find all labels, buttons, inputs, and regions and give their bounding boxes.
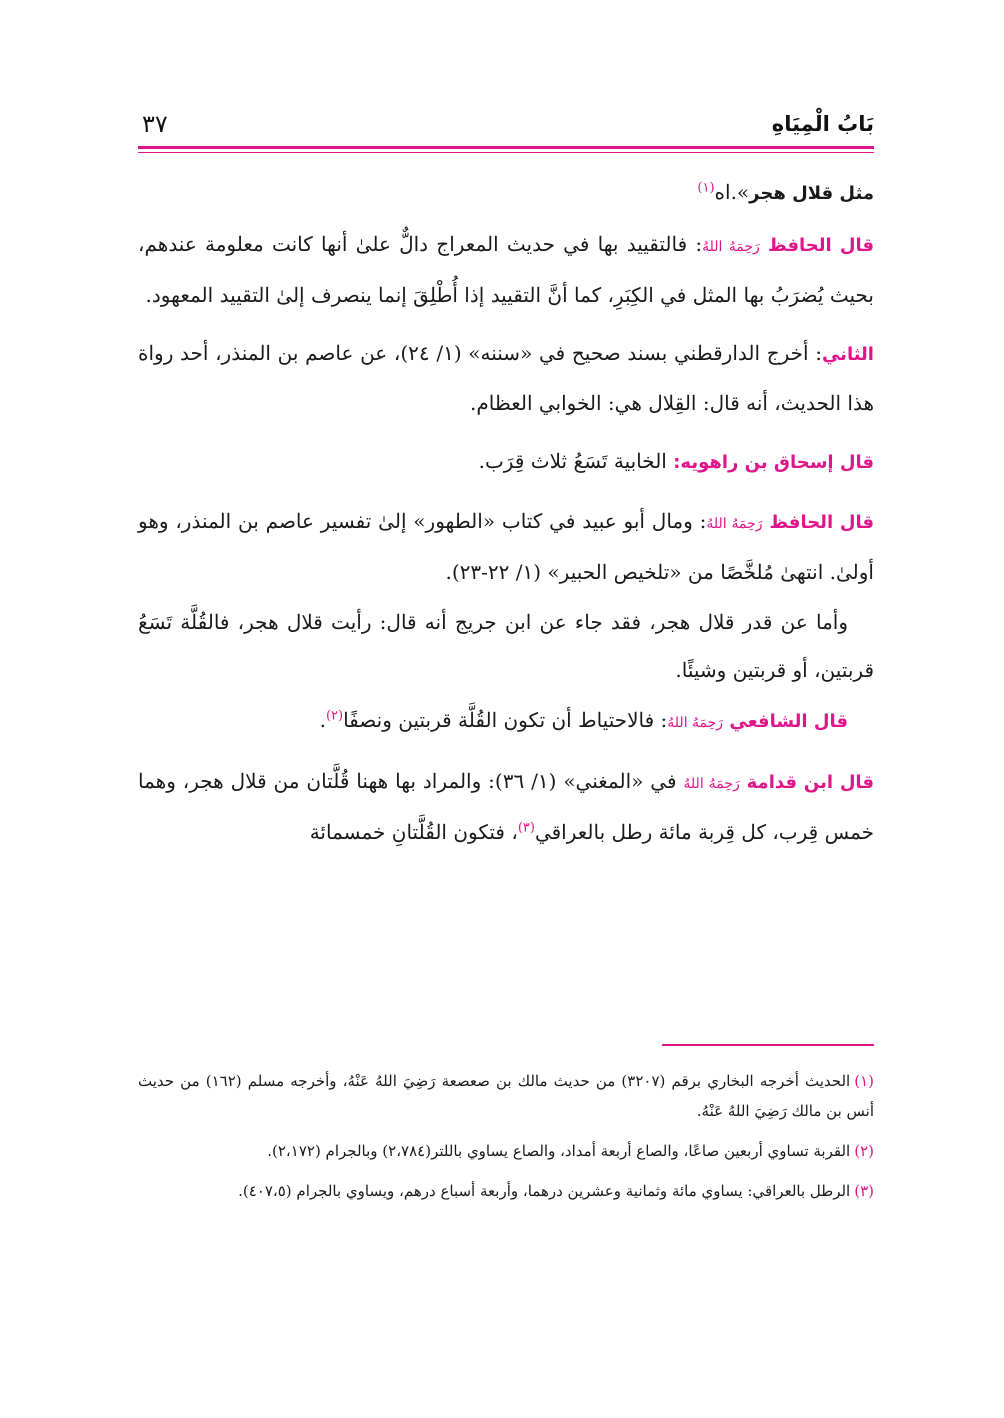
footnote-separator (662, 1044, 874, 1046)
footnote-text: القربة تساوي أربعين صاعًا، والصاع أربعة أمداد، والصاع يساوي باللتر(٢،٧٨٤) وبالجرام (٢،١٧٢). (267, 1142, 851, 1160)
paragraph-6 (138, 598, 874, 694)
paragraph-5 (138, 497, 874, 596)
paragraph-text-continued: ، فتكون القُلَّتانِ خمسمائة (309, 820, 518, 844)
speaker-label: الثاني (821, 344, 874, 365)
paragraph-text: : فالتقييد بها في حديث المعراج دالٌّ علىٰ أنها كانت معلومة عندهم، بحيث يُضرَبُ بها المثل في الكِبَرِ، كما أنَّ التقييد إذا أُطْلِقَ إنما ينصرف إلىٰ التقييد المعهود. (138, 232, 874, 307)
footnote-number: (١) (854, 1072, 874, 1090)
quote-lead: مثل قلال هجر (749, 183, 874, 204)
quote-end: ».اه (714, 180, 750, 204)
page-header (138, 108, 874, 152)
speaker-label: قال الحافظ (767, 235, 874, 256)
footnote-3 (138, 1176, 874, 1206)
paragraph-end: . (319, 708, 326, 732)
honorific-glyph: رَحِمَهُ اللهُ (702, 239, 760, 255)
page-number: ٣٧ (142, 110, 168, 138)
chapter-title: بَابُ الْمِيَاهِ (771, 112, 874, 136)
honorific-glyph: رَحِمَهُ اللهُ (667, 715, 724, 731)
paragraph-text: الخابية تَسَعُ ثلاث قِرَب. (478, 449, 674, 473)
paragraph-1 (138, 168, 874, 218)
footnote-1 (138, 1066, 874, 1126)
footnote-number: (٢) (854, 1142, 874, 1160)
header-rule-thick (138, 146, 874, 149)
paragraph-8 (138, 757, 874, 856)
paragraph-text: : ومال أبو عبيد في كتاب «الطهور» إلىٰ تفسير عاصم بن المنذر، وهو أولىٰ. انتهىٰ مُلخَّصًا من «تلخيص الحبير» (١/ ٢٢-٢٣). (138, 509, 874, 584)
paragraph-4 (138, 437, 874, 487)
paragraph-text: وأما عن قدر قلال هجر، فقد جاء عن ابن جريج أنه قال: رأيت قلال هجر، فالقُلَّة تَسَعُ قربتين، أو قربتين وشيئًا. (138, 610, 874, 682)
paragraph-text: : أخرج الدارقطني بسند صحيح في «سننه» (١/ ٢٤)، عن عاصم بن المنذر، أحد رواة هذا الحديث، أنه قال: القِلال هي: الخوابي العظام. (138, 341, 874, 415)
footnote-ref-2[interactable]: (٢) (325, 708, 344, 724)
paragraph-text: في «المغني» (١/ ٣٦): والمراد بها ههنا قُلَّتان من قلال هجر، وهما خمس قِرب، كل قِربة مائة رطل بالعراقي (138, 769, 874, 844)
speaker-label: قال إسحاق بن راهويه: (673, 452, 874, 473)
paragraph-2 (138, 220, 874, 319)
footnote-number: (٣) (854, 1182, 874, 1200)
speaker-label: قال الشافعي (729, 711, 848, 732)
footnote-ref-1[interactable]: (١) (697, 180, 715, 196)
footnote-2 (138, 1136, 874, 1166)
paragraph-3 (138, 329, 874, 427)
header-rule-thin (138, 152, 874, 153)
footnotes (138, 1066, 874, 1216)
speaker-label: قال الحافظ (769, 512, 874, 533)
paragraph-7 (138, 696, 874, 747)
footnote-text: الرطل بالعراقي: يساوي مائة وثمانية وعشرين درهما، وأربعة أسباع درهم، ويساوي بالجرام (٤٠٧،٥). (238, 1182, 851, 1200)
main-text (138, 168, 874, 866)
honorific-glyph: رَحِمَهُ اللهُ (706, 516, 763, 532)
paragraph-text: : فالاحتياط أن تكون القُلَّة قربتين ونصفًا (343, 708, 668, 732)
footnote-text: الحديث أخرجه البخاري برقم (٣٢٠٧) من حديث مالك بن صعصعة رَضِيَ اللهُ عَنْهُ، وأخرجه مسلم (١٦٢) من حديث أنس بن مالك رَضِيَ اللهُ عَنْهُ. (138, 1072, 874, 1120)
footnote-ref-3[interactable]: (٣) (517, 820, 535, 836)
honorific-glyph: رَحِمَهُ اللهُ (683, 776, 740, 792)
speaker-label: قال ابن قدامة (746, 772, 874, 793)
